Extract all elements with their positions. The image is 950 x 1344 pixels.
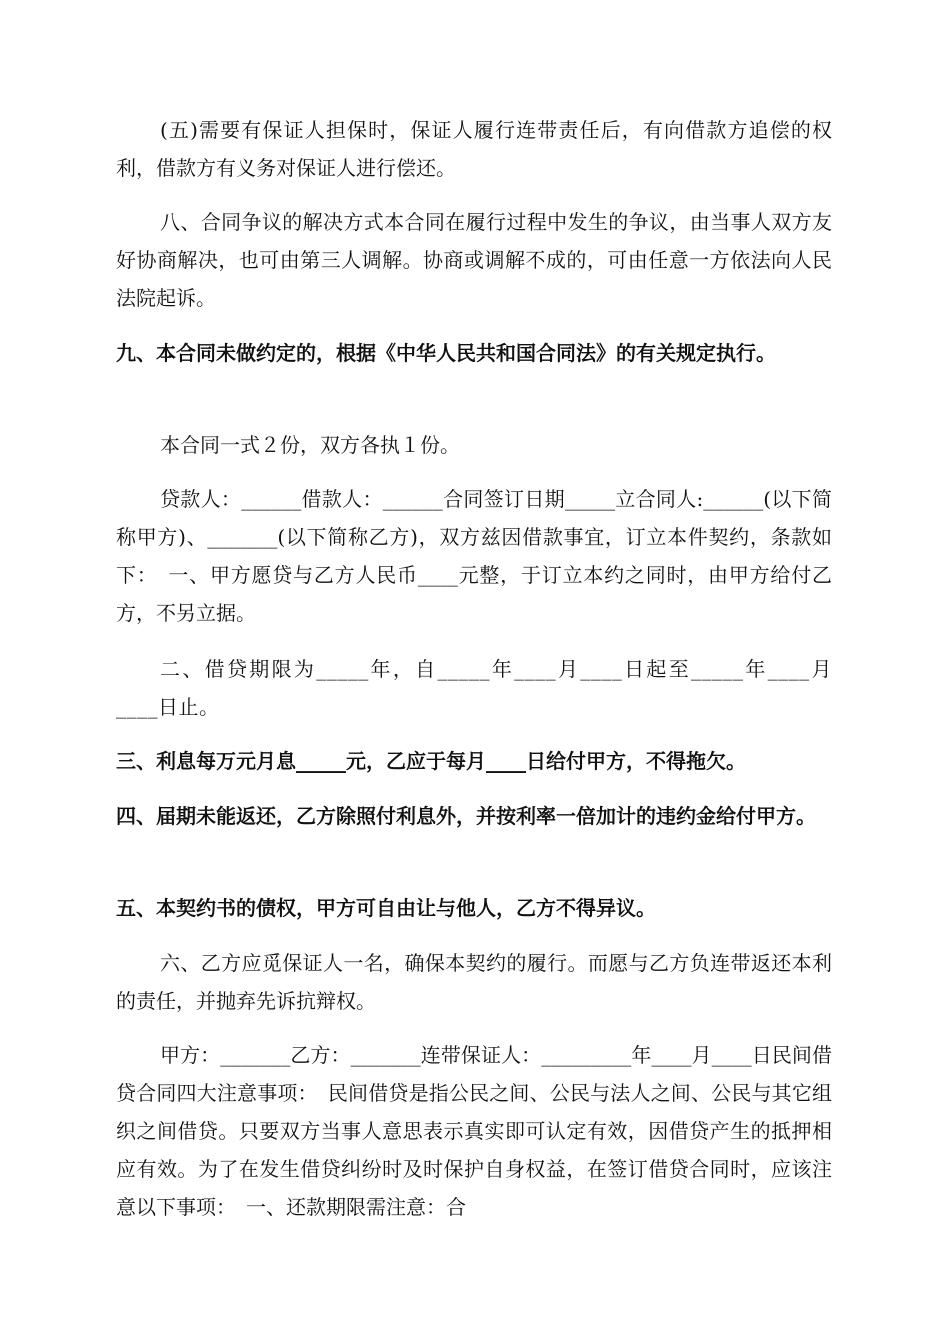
paragraph-copies: 本合同一式２份，双方各执１份。 (160, 433, 460, 457)
paragraph-loan-parties: 贷款人：______借款人：______合同签订日期_____立合同人:______(以下简称甲方)、_______(以下简称乙方)，双方兹因借款事宜，订立本件契约，条款如下： 一、甲方愿贷与乙方人民币____元整，于订立本约之同时，由甲方给付乙方，不另立据。 (116, 487, 832, 625)
paragraph-guarantor-recourse: (五)需要有保证人担保时，保证人履行连带责任后，有向借款方追偿的权利，借款方有义务对保证人进行偿还。 (116, 118, 832, 180)
paragraph-default-penalty: 四、届期未能返还，乙方除照付利息外，并按利率一倍加计的违约金给付甲方。 (116, 804, 816, 828)
paragraph-interest: 三、利息每万元月息_____元，乙应于每月____日给付甲方，不得拖欠。 (116, 749, 746, 773)
paragraph-signatures-and-notes: 甲方：_______乙方：_______连带保证人：_________年____月____日民间借贷合同四大注意事项： 民间借贷是指公民之间、公民与法人之间、公民与其它组织之间借贷。只要双方当事人意思表示真实即可认定有效，因借贷产生的抵押相应有效。为了在发生借贷纠纷时及时保护自身权益，在签订借贷合同时，应该注意以下事项： 一、还款期限需注意：合 (116, 1043, 832, 1219)
paragraph-guarantor: 六、乙方应觅保证人一名，确保本契约的履行。而愿与乙方负连带返还本利的责任，并抛弃先诉抗辩权。 (116, 951, 832, 1013)
paragraph-contract-law-clause: 九、本合同未做约定的，根据《中华人民共和国合同法》的有关规定执行。 (116, 341, 776, 365)
paragraph-creditor-rights: 五、本契约书的债权，甲方可自由让与他人，乙方不得异议。 (116, 896, 656, 920)
paragraph-loan-period: 二、借贷期限为_____年，自_____年____月____日起至_____年____月____日止。 (116, 657, 832, 719)
paragraph-dispute-resolution: 八、合同争议的解决方式本合同在履行过程中发生的争议，由当事人双方友好协商解决，也可由第三人调解。协商或调解不成的，可由任意一方依法向人民法院起诉。 (116, 210, 832, 310)
